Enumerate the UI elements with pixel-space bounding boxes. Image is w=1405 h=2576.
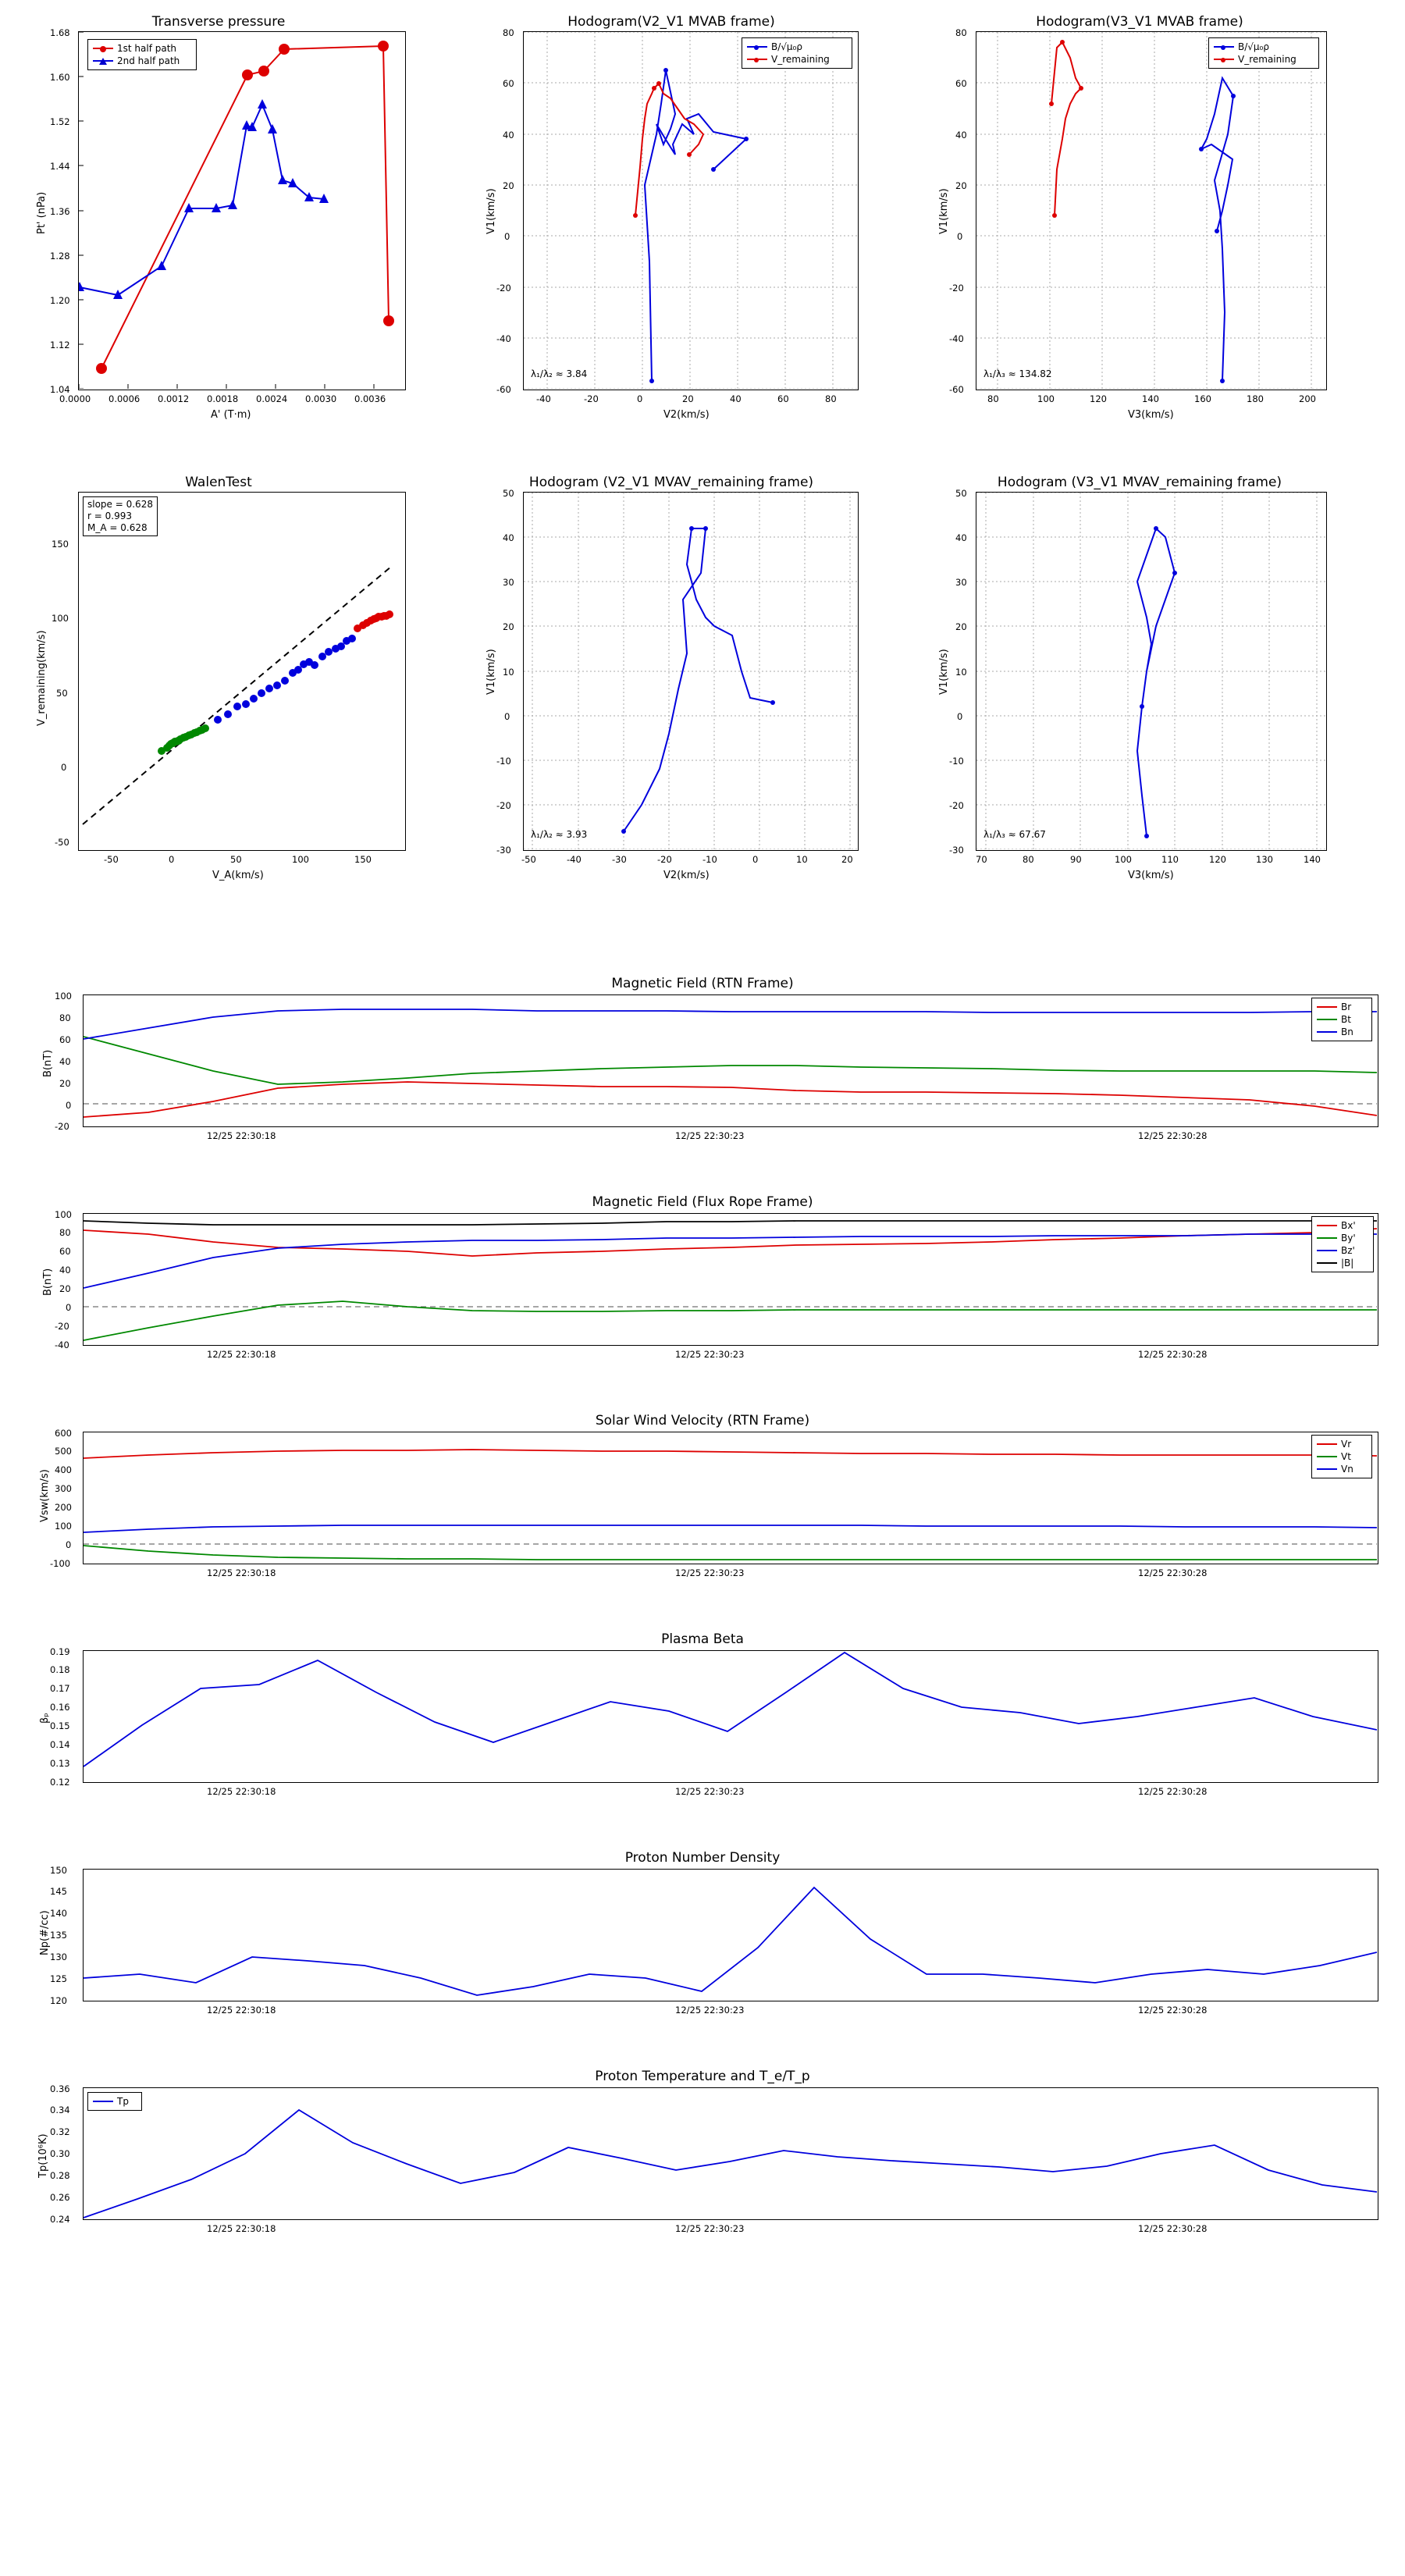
eigenvalue-ratio-annotation: λ₁/λ₂ ≈ 3.84 — [531, 368, 588, 379]
panel-title: Proton Number Density — [624, 1850, 781, 1866]
xtick: 40 — [730, 393, 742, 404]
ytick: 125 — [50, 1973, 67, 1984]
ytick: 100 — [55, 1209, 72, 1220]
x-axis-label: V2(km/s) — [663, 870, 710, 881]
ytick: 400 — [55, 1464, 72, 1475]
fit-slope: slope = 0.628 — [87, 499, 153, 510]
legend-item — [1317, 1232, 1368, 1244]
ytick: 60 — [503, 78, 514, 89]
ytick: -100 — [50, 1558, 71, 1569]
ytick: 0.17 — [50, 1683, 70, 1694]
ytick: 50 — [56, 688, 68, 699]
xtick: 110 — [1161, 854, 1179, 865]
xtick: 12/25 22:30:18 — [207, 1786, 276, 1797]
ytick: -30 — [496, 845, 511, 856]
plot-area — [83, 2087, 1378, 2220]
legend-label: |B| — [1341, 1258, 1354, 1268]
plot-area — [83, 1213, 1378, 1346]
ytick: 100 — [55, 991, 72, 1002]
xtick: 12/25 22:30:28 — [1138, 2005, 1208, 2016]
xtick: 12/25 22:30:28 — [1138, 1786, 1208, 1797]
xtick: 12/25 22:30:23 — [675, 1130, 745, 1141]
ytick: 0 — [957, 711, 963, 722]
ytick: 20 — [503, 180, 514, 191]
y-axis-label: Np(#/cc) — [39, 1910, 51, 1955]
legend-item — [1214, 53, 1314, 66]
ytick: 80 — [955, 27, 967, 38]
xtick: 180 — [1247, 393, 1264, 404]
ytick: 0.26 — [50, 2192, 70, 2203]
plot-svg — [976, 493, 1325, 849]
ytick: 100 — [55, 1521, 72, 1532]
ytick: 1.68 — [50, 27, 70, 38]
xtick: 0.0006 — [108, 393, 140, 404]
y-axis-label: V_remaining(km/s) — [36, 630, 48, 726]
panel-magnetic-field-flux-rope — [16, 1194, 1389, 1382]
xtick: 100 — [292, 854, 309, 865]
ytick: 40 — [59, 1265, 71, 1276]
xtick: 0 — [637, 393, 643, 404]
xtick: 160 — [1194, 393, 1211, 404]
xtick: 100 — [1115, 854, 1132, 865]
panel-title: Hodogram(V3_V1 MVAB frame) — [1036, 14, 1243, 30]
ytick: -40 — [496, 333, 511, 344]
ytick: 0.13 — [50, 1758, 70, 1769]
plot-area — [523, 492, 859, 851]
ytick: 20 — [955, 180, 967, 191]
xtick: 12/25 22:30:18 — [207, 1130, 276, 1141]
ytick: 80 — [503, 27, 514, 38]
xtick: 12/25 22:30:18 — [207, 1567, 276, 1578]
y-axis-label: βₚ — [39, 1713, 51, 1724]
ytick: 100 — [52, 613, 69, 624]
fit-statistics-box — [83, 496, 158, 536]
xtick: 0.0018 — [207, 393, 239, 404]
ytick: 40 — [503, 130, 514, 141]
xtick: 80 — [1023, 854, 1034, 865]
legend-item — [1317, 1438, 1367, 1450]
xtick: -20 — [657, 854, 672, 865]
ytick: 120 — [50, 1995, 67, 2006]
legend — [742, 37, 852, 69]
xtick: 0.0012 — [158, 393, 190, 404]
ytick: 40 — [955, 532, 967, 543]
y-axis-label: V1(km/s) — [486, 188, 497, 234]
legend — [1311, 998, 1372, 1041]
plot-svg — [79, 32, 404, 389]
panel-title: Transverse pressure — [151, 14, 286, 30]
ytick: 200 — [55, 1502, 72, 1513]
xtick: 70 — [976, 854, 987, 865]
ytick: 1.28 — [50, 251, 70, 262]
ytick: 0.34 — [50, 2105, 70, 2115]
ytick: 20 — [59, 1283, 71, 1294]
panel-title: Hodogram(V2_V1 MVAB frame) — [567, 14, 775, 30]
legend-item — [1317, 1026, 1367, 1038]
legend-label: V_remaining — [1238, 54, 1297, 65]
ytick: 150 — [52, 539, 69, 550]
xtick: -20 — [584, 393, 599, 404]
xtick: -50 — [521, 854, 536, 865]
panel-title: Magnetic Field (Flux Rope Frame) — [592, 1194, 813, 1210]
ytick: 0 — [66, 1100, 72, 1111]
xtick: 80 — [825, 393, 837, 404]
ytick: 0 — [66, 1302, 72, 1313]
xtick: 0.0036 — [354, 393, 386, 404]
ytick: 20 — [955, 621, 967, 632]
ytick: 0.12 — [50, 1777, 70, 1788]
x-axis-label: V3(km/s) — [1128, 870, 1174, 881]
panel-hodogram-v2v1-mvab — [468, 8, 874, 429]
ytick: 1.60 — [50, 72, 70, 83]
ytick: 40 — [955, 130, 967, 141]
ytick: 0 — [957, 231, 963, 242]
legend-label: Bt — [1341, 1014, 1351, 1025]
xtick: 12/25 22:30:28 — [1138, 1349, 1208, 1360]
ytick: 40 — [59, 1056, 71, 1067]
legend-item — [1317, 1244, 1368, 1257]
xtick: 140 — [1304, 854, 1321, 865]
xtick: 12/25 22:30:23 — [675, 1786, 745, 1797]
legend-label: Bx' — [1341, 1220, 1356, 1231]
ytick: 130 — [50, 1952, 67, 1962]
xtick: 20 — [682, 393, 694, 404]
ytick: -20 — [496, 800, 511, 811]
ytick: -20 — [55, 1321, 69, 1332]
eigenvalue-ratio-annotation: λ₁/λ₃ ≈ 67.67 — [984, 829, 1046, 840]
ytick: 0 — [61, 762, 67, 773]
plot-area — [976, 492, 1327, 851]
ytick: -10 — [496, 756, 511, 767]
legend-item — [1317, 1219, 1368, 1232]
panel-solar-wind-velocity-rtn — [16, 1413, 1389, 1600]
ytick: 80 — [59, 1012, 71, 1023]
plot-svg — [84, 1214, 1377, 1344]
ytick: 10 — [955, 667, 967, 678]
xtick: 90 — [1070, 854, 1082, 865]
ytick: 60 — [59, 1034, 71, 1045]
ytick: 0.36 — [50, 2083, 70, 2094]
ytick: 40 — [503, 532, 514, 543]
xtick: 0.0030 — [305, 393, 337, 404]
xtick: 150 — [354, 854, 372, 865]
legend-label: Bz' — [1341, 1245, 1355, 1256]
x-axis-label: V3(km/s) — [1128, 409, 1174, 421]
plot-svg — [79, 493, 404, 849]
legend — [1311, 1435, 1372, 1478]
legend-label: B/√μ₀ρ — [771, 41, 802, 52]
ytick: 145 — [50, 1886, 67, 1897]
ytick: 0.14 — [50, 1739, 70, 1750]
legend — [87, 2092, 142, 2111]
legend-item — [1317, 1463, 1367, 1475]
ytick: -40 — [55, 1340, 69, 1350]
fit-r: r = 0.993 — [87, 511, 132, 521]
panel-magnetic-field-rtn — [16, 976, 1389, 1163]
y-axis-label: V1(km/s) — [938, 188, 950, 234]
xtick: 20 — [841, 854, 853, 865]
panel-title: WalenTest — [185, 475, 252, 490]
ytick: 0.24 — [50, 2214, 70, 2225]
xtick: 0 — [752, 854, 759, 865]
plot-area — [83, 994, 1378, 1127]
ytick: 150 — [50, 1865, 67, 1876]
xtick: 120 — [1209, 854, 1226, 865]
panel-title: Solar Wind Velocity (RTN Frame) — [595, 1413, 810, 1429]
legend-item — [1214, 41, 1314, 53]
xtick: 12/25 22:30:28 — [1138, 1567, 1208, 1578]
legend-label: B/√μ₀ρ — [1238, 41, 1269, 52]
ytick: 1.12 — [50, 340, 70, 350]
ytick: 0.28 — [50, 2170, 70, 2181]
panel-proton-number-density — [16, 1850, 1389, 2037]
plot-svg — [524, 493, 857, 849]
panel-title: Hodogram (V2_V1 MVAV_remaining frame) — [528, 475, 814, 490]
ytick: 30 — [955, 577, 967, 588]
ytick: -20 — [55, 1121, 69, 1132]
panel-walen-test — [16, 468, 422, 890]
legend — [1311, 1216, 1374, 1272]
legend-label: 1st half path — [117, 43, 177, 54]
panel-transverse-pressure — [16, 8, 422, 429]
xtick: 12/25 22:30:23 — [675, 2005, 745, 2016]
ytick: 600 — [55, 1428, 72, 1439]
ytick: 135 — [50, 1930, 67, 1941]
plot-area — [78, 492, 406, 851]
plot-area — [83, 1650, 1378, 1783]
xtick: 130 — [1256, 854, 1273, 865]
panel-hodogram-v2v1-mvav — [468, 468, 874, 890]
ytick: -50 — [55, 837, 69, 848]
ytick: 140 — [50, 1908, 67, 1919]
plot-svg — [84, 1870, 1377, 2000]
x-axis-label: A' (T·m) — [211, 409, 251, 421]
legend — [1208, 37, 1319, 69]
legend-item — [1317, 1001, 1367, 1013]
ytick: 0.32 — [50, 2126, 70, 2137]
fit-mach: M_A = 0.628 — [87, 522, 148, 533]
xtick: 0 — [169, 854, 175, 865]
ytick: 60 — [955, 78, 967, 89]
legend-label: 2nd half path — [117, 55, 180, 66]
legend-label: V_remaining — [771, 54, 830, 65]
legend-item — [1317, 1450, 1367, 1463]
ytick: -20 — [496, 283, 511, 294]
y-axis-label: B(nT) — [42, 1268, 54, 1296]
plot-area — [976, 31, 1327, 390]
ytick: -60 — [496, 384, 511, 395]
plot-area — [83, 1869, 1378, 2001]
y-axis-label: B(nT) — [42, 1049, 54, 1077]
ytick: 1.20 — [50, 295, 70, 306]
y-axis-label: Pt' (nPa) — [36, 191, 48, 234]
xtick: 12/25 22:30:28 — [1138, 2223, 1208, 2234]
xtick: 140 — [1142, 393, 1159, 404]
ytick: 10 — [503, 667, 514, 678]
ytick: 1.44 — [50, 161, 70, 172]
ytick: -30 — [949, 845, 964, 856]
legend-label: Tp — [117, 2096, 129, 2107]
xtick: 60 — [777, 393, 789, 404]
ytick: 1.36 — [50, 206, 70, 217]
y-axis-label: Tp(10⁶K) — [37, 2133, 49, 2178]
plot-svg — [84, 1651, 1377, 1781]
ytick: -20 — [949, 283, 964, 294]
plot-area — [83, 1432, 1378, 1564]
ytick: 0.18 — [50, 1664, 70, 1675]
xtick: 120 — [1090, 393, 1107, 404]
eigenvalue-ratio-annotation: λ₁/λ₃ ≈ 134.82 — [984, 368, 1052, 379]
ytick: 30 — [503, 577, 514, 588]
xtick: 12/25 22:30:23 — [675, 1349, 745, 1360]
xtick: 12/25 22:30:23 — [675, 1567, 745, 1578]
ytick: -40 — [949, 333, 964, 344]
x-axis-label: V_A(km/s) — [212, 870, 264, 881]
ytick: 0.16 — [50, 1702, 70, 1713]
xtick: 200 — [1299, 393, 1316, 404]
xtick: -40 — [536, 393, 551, 404]
plot-area — [78, 31, 406, 390]
ytick: 0 — [504, 711, 510, 722]
legend-label: By' — [1341, 1233, 1356, 1244]
panel-title: Plasma Beta — [661, 1631, 744, 1647]
ytick: 0.15 — [50, 1720, 70, 1731]
panel-plasma-beta — [16, 1631, 1389, 1819]
plot-area — [523, 31, 859, 390]
panel-title: Proton Temperature and T_e/T_p — [595, 2069, 810, 2084]
panel-title: Hodogram (V3_V1 MVAV_remaining frame) — [997, 475, 1282, 490]
ytick: 80 — [59, 1227, 71, 1238]
eigenvalue-ratio-annotation: λ₁/λ₂ ≈ 3.93 — [531, 829, 588, 840]
legend-label: Bn — [1341, 1026, 1353, 1037]
legend-label: Vt — [1341, 1451, 1351, 1462]
legend-label: Vn — [1341, 1464, 1353, 1475]
xtick: 12/25 22:30:18 — [207, 2005, 276, 2016]
ytick: 20 — [503, 621, 514, 632]
legend-item — [93, 55, 191, 67]
legend-item — [1317, 1013, 1367, 1026]
ytick: 0 — [66, 1539, 72, 1550]
ytick: 300 — [55, 1483, 72, 1494]
ytick: 60 — [59, 1246, 71, 1257]
xtick: 80 — [987, 393, 999, 404]
xtick: -50 — [104, 854, 119, 865]
y-axis-label: Vsw(km/s) — [39, 1469, 51, 1522]
xtick: -40 — [567, 854, 582, 865]
legend-label: Vr — [1341, 1439, 1352, 1450]
xtick: -10 — [702, 854, 717, 865]
ytick: 500 — [55, 1446, 72, 1457]
ytick: 1.52 — [50, 116, 70, 127]
ytick: 0 — [504, 231, 510, 242]
xtick: 0.0024 — [256, 393, 288, 404]
ytick: 20 — [59, 1078, 71, 1089]
plot-svg — [84, 2088, 1377, 2218]
legend-item — [93, 2095, 137, 2108]
ytick: 0.19 — [50, 1646, 70, 1657]
ytick: -10 — [949, 756, 964, 767]
panel-title: Magnetic Field (RTN Frame) — [611, 976, 794, 991]
ytick: 0.30 — [50, 2148, 70, 2159]
xtick: 12/25 22:30:18 — [207, 2223, 276, 2234]
plot-svg — [84, 995, 1377, 1126]
plot-svg — [524, 32, 857, 389]
xtick: 10 — [796, 854, 808, 865]
ytick: -20 — [949, 800, 964, 811]
xtick: -30 — [612, 854, 627, 865]
xtick: 0.0000 — [59, 393, 91, 404]
xtick: 50 — [230, 854, 242, 865]
xtick: 12/25 22:30:28 — [1138, 1130, 1208, 1141]
legend-item — [747, 41, 847, 53]
panel-proton-temperature — [16, 2069, 1389, 2264]
ytick: 1.04 — [50, 384, 70, 395]
ytick: 50 — [955, 488, 967, 499]
plot-svg — [84, 1432, 1377, 1563]
ytick: -60 — [949, 384, 964, 395]
xtick: 12/25 22:30:23 — [675, 2223, 745, 2234]
x-axis-label: V2(km/s) — [663, 409, 710, 421]
xtick: 12/25 22:30:18 — [207, 1349, 276, 1360]
legend-item — [747, 53, 847, 66]
legend-item — [93, 42, 191, 55]
panel-hodogram-v3v1-mvab — [921, 8, 1358, 429]
y-axis-label: V1(km/s) — [486, 649, 497, 695]
legend-item — [1317, 1257, 1368, 1269]
xtick: 100 — [1037, 393, 1055, 404]
legend — [87, 39, 197, 70]
ytick: 50 — [503, 488, 514, 499]
y-axis-label: V1(km/s) — [938, 649, 950, 695]
panel-hodogram-v3v1-mvav — [921, 468, 1358, 890]
plot-svg — [976, 32, 1325, 389]
legend-label: Br — [1341, 1002, 1352, 1012]
